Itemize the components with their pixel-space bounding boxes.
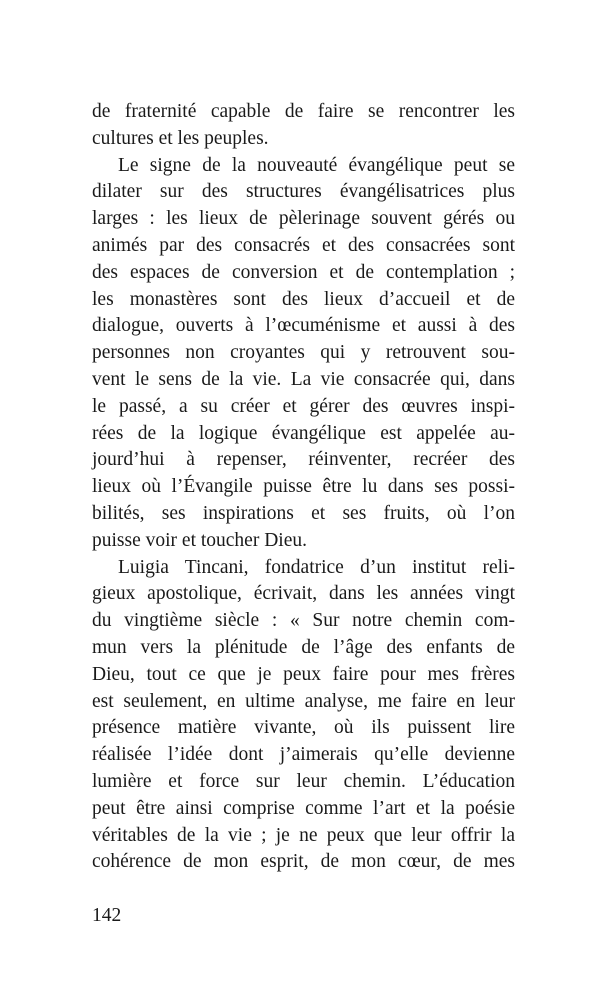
text-line: vent le sens de la vie. La vie consacrée qui, dans bbox=[92, 368, 515, 390]
text-line: mun vers la plénitude de l’âge des enfants de bbox=[92, 636, 515, 658]
text-line: Dieu, tout ce que je peux faire pour mes frères bbox=[92, 663, 515, 685]
text-line: cohérence de mon esprit, de mon cœur, de mes bbox=[92, 851, 515, 873]
text-line: de fraternité capable de faire se rencontrer les bbox=[92, 101, 515, 122]
text-line: du vingtième siècle : « Sur notre chemin com- bbox=[92, 610, 515, 632]
text-line: cultures et les peuples. bbox=[92, 127, 269, 149]
text-line: jourd’hui à repenser, réinventer, recréer des bbox=[92, 449, 515, 471]
page-number: 142 bbox=[92, 905, 122, 926]
text-line: les monastères sont des lieux d’accueil et de bbox=[92, 288, 515, 310]
text-line: des espaces de conversion et de contemplation ; bbox=[92, 261, 515, 283]
text-line: dialogue, ouverts à l’œcuménisme et aussi à des bbox=[92, 315, 515, 337]
text-line: le passé, a su créer et gérer des œuvres inspi- bbox=[92, 395, 515, 417]
text-line: Luigia Tincani, fondatrice d’un institut reli- bbox=[118, 556, 515, 578]
text-line: puisse voir et toucher Dieu. bbox=[92, 529, 307, 551]
text-line: présence matière vivante, où ils puissent lire bbox=[92, 717, 515, 739]
text-line: lieux où l’Évangile puisse être lu dans ses possi- bbox=[92, 476, 515, 498]
text-line: gieux apostolique, écrivait, dans les années vingt bbox=[92, 583, 515, 605]
text-line: véritables de la vie ; je ne peux que leur offrir la bbox=[92, 824, 515, 846]
text-line: peut être ainsi comprise comme l’art et la poésie bbox=[92, 797, 515, 819]
text-line: est seulement, en ultime analyse, me faire en leur bbox=[92, 690, 515, 712]
text-line: dilater sur des structures évangélisatrices plus bbox=[92, 181, 515, 203]
page-body bbox=[92, 99, 515, 876]
text-line: larges : les lieux de pèlerinage souvent gérés ou bbox=[92, 208, 515, 230]
text-line: Le signe de la nouveauté évangélique peut se bbox=[118, 154, 515, 176]
text-line: rées de la logique évangélique est appelée au- bbox=[92, 422, 515, 444]
text-line: bilités, ses inspirations et ses fruits, où l’on bbox=[92, 502, 515, 524]
text-line: animés par des consacrés et des consacrées sont bbox=[92, 234, 515, 256]
text-line: lumière et force sur leur chemin. L’éducation bbox=[92, 770, 515, 792]
text-line: personnes non croyantes qui y retrouvent sou- bbox=[92, 342, 515, 364]
text-line: réalisée l’idée dont j’aimerais qu’elle devienne bbox=[92, 744, 515, 766]
